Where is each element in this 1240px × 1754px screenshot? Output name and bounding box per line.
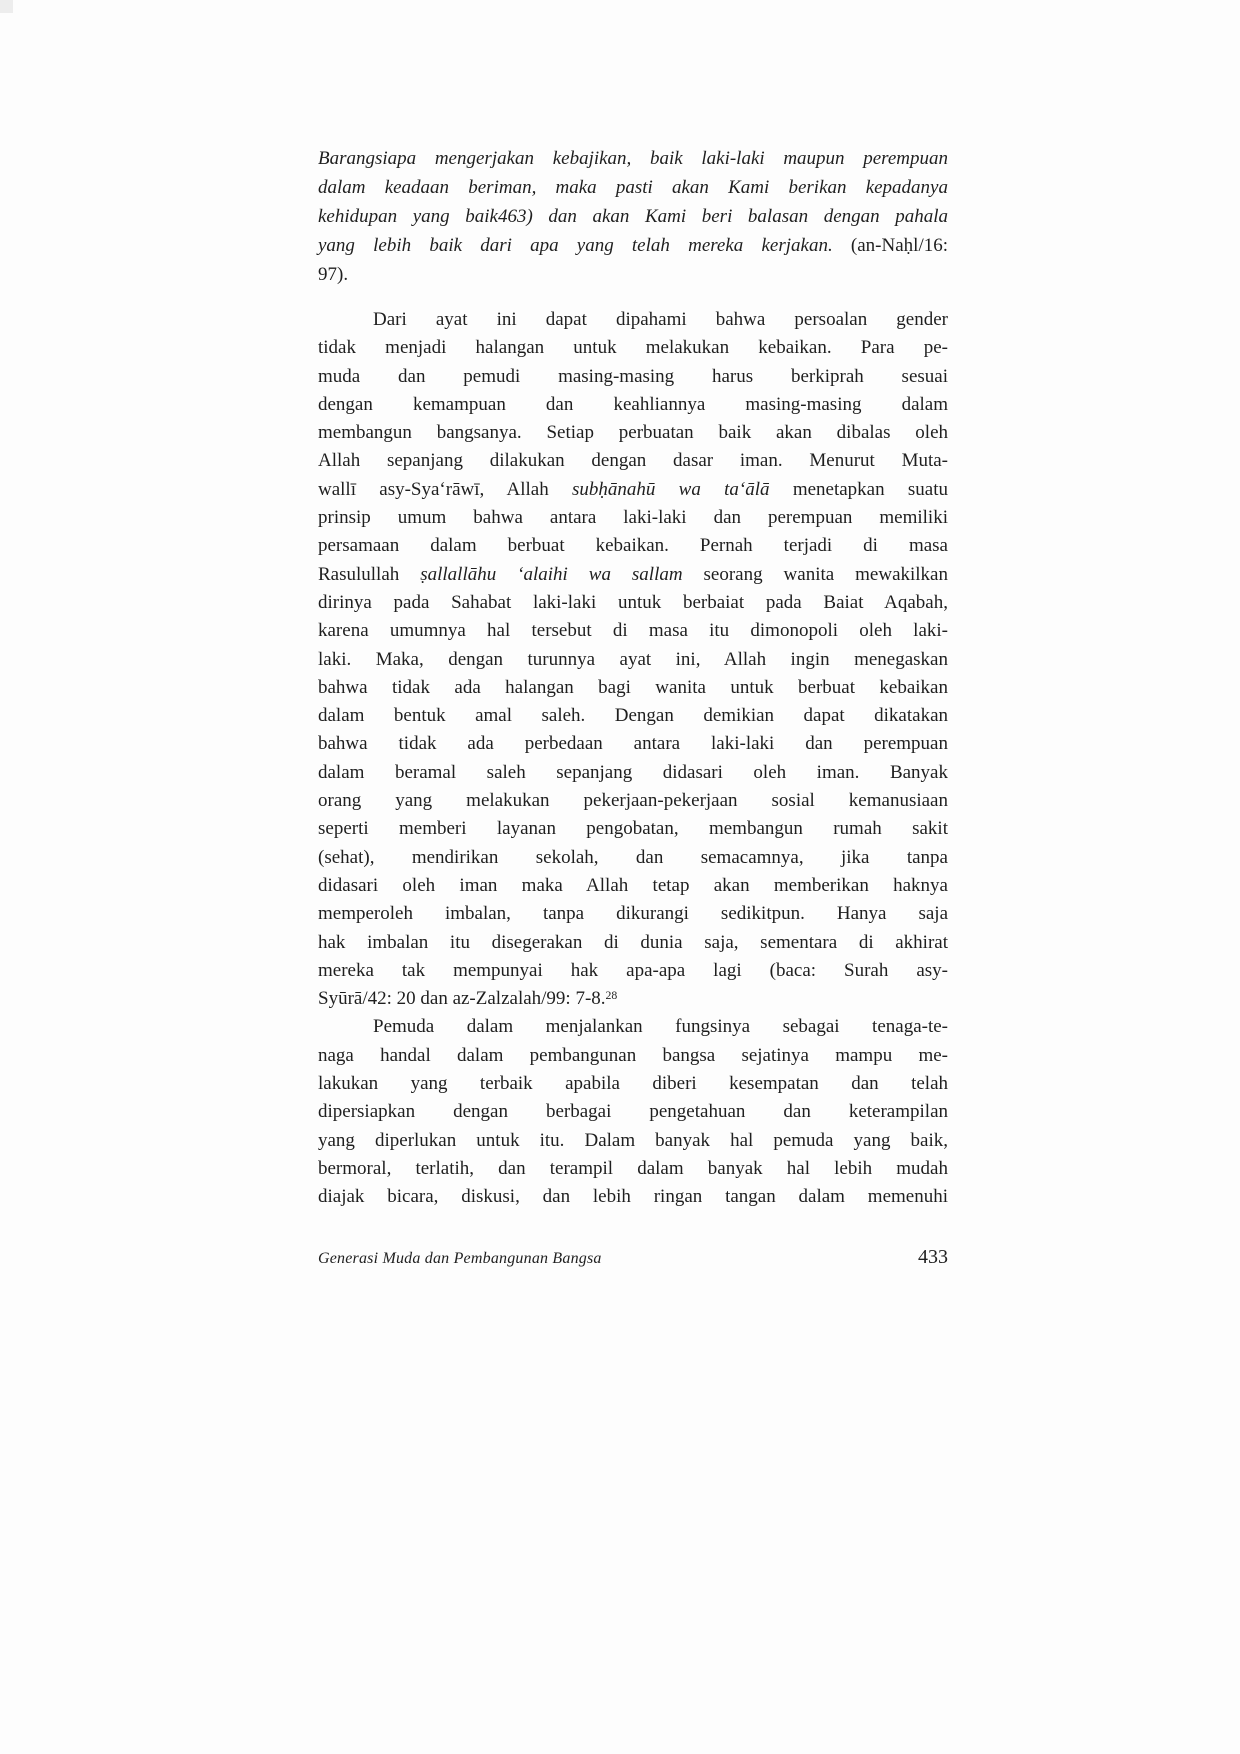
page-footer [318, 1246, 948, 1269]
text-line: yang lebih baik dari apa yang telah mereka kerjakan. (an-Naḥl/16: [318, 235, 948, 256]
text-line: Barangsiapa mengerjakan kebajikan, baik laki-laki maupun perempuan [318, 148, 948, 169]
text-line: dipersiapkan dengan berbagai pengetahuan dan keterampilan [318, 1101, 948, 1123]
paragraph-pemuda-pembangunan [318, 1013, 948, 1211]
text-line: didasari oleh iman maka Allah tetap akan memberikan haknya [318, 874, 948, 896]
text-line: dirinya pada Sahabat laki-laki untuk berbaiat pada Baiat Aqabah, [318, 591, 948, 613]
text-line: mereka tak mempunyai hak apa-apa lagi (baca: Surah asy- [318, 959, 948, 981]
text-line: Dari ayat ini dapat dipahami bahwa persoalan gender [373, 309, 948, 330]
text-line: orang yang melakukan pekerjaan-pekerjaan sosial kemanusiaan [318, 790, 948, 812]
text-line: dengan kemampuan dan keahliannya masing-masing dalam [318, 393, 948, 415]
running-title: Generasi Muda dan Pembangunan Bangsa [318, 1250, 602, 1267]
text-line: laki. Maka, dengan turunnya ayat ini, Allah ingin menegaskan [318, 648, 948, 670]
text-line: karena umumnya hal tersebut di masa itu dimonopoli oleh laki- [318, 620, 948, 642]
text-line: Pemuda dalam menjalankan fungsinya sebagai tenaga-te- [373, 1016, 948, 1038]
text-line: hak imbalan itu disegerakan di dunia saja, sementara di akhirat [318, 931, 948, 953]
scan-artifact [0, 0, 13, 13]
text-line: membangun bangsanya. Setiap perbuatan baik akan dibalas oleh [318, 422, 948, 444]
text-line: wallī asy-Sya‘rāwī, Allah subḥānahū wa ta‘ālā menetapkan suatu [318, 478, 948, 500]
page-number: 433 [918, 1246, 948, 1268]
text-line: yang diperlukan untuk itu. Dalam banyak hal pemuda yang baik, [318, 1129, 948, 1151]
text-line: bahwa tidak ada perbedaan antara laki-laki dan perempuan [318, 733, 948, 755]
text-line: bermoral, terlatih, dan terampil dalam banyak hal lebih mudah [318, 1157, 948, 1179]
text-line: dalam keadaan beriman, maka pasti akan Kami berikan kepadanya [318, 177, 948, 198]
page-text-column [318, 144, 948, 1212]
text-line: Syūrā/42: 20 dan az-Zalzalah/99: 7-8.28 [318, 988, 618, 1010]
text-line: dalam beramal saleh sepanjang didasari oleh iman. Banyak [318, 761, 948, 783]
text-line: muda dan pemudi masing-masing harus berkiprah sesuai [318, 365, 948, 387]
body-text [318, 306, 948, 1212]
text-line: seperti memberi layanan pengobatan, membangun rumah sakit [318, 818, 948, 840]
text-line: naga handal dalam pembangunan bangsa sejatinya mampu me- [318, 1044, 948, 1066]
text-line: (sehat), mendirikan sekolah, dan semacamnya, jika tanpa [318, 846, 948, 868]
text-line: persamaan dalam berbuat kebaikan. Pernah terjadi di masa [318, 535, 948, 557]
text-line: memperoleh imbalan, tanpa dikurangi sedikitpun. Hanya saja [318, 903, 948, 925]
text-line: diajak bicara, diskusi, dan lebih ringan tangan dalam memenuhi [318, 1186, 948, 1208]
text-line: 97). [318, 264, 349, 285]
quran-translation-quote [318, 144, 948, 289]
text-line: Rasulullah ṣallallāhu ‘alaihi wa sallam seorang wanita mewakilkan [318, 563, 948, 585]
text-line: kehidupan yang baik463) dan akan Kami beri balasan dengan pahala [318, 206, 948, 227]
text-line: dalam bentuk amal saleh. Dengan demikian dapat dikatakan [318, 705, 948, 727]
paragraph-gender-kebaikan [318, 306, 948, 1013]
text-line: prinsip umum bahwa antara laki-laki dan perempuan memiliki [318, 507, 948, 529]
text-line: Allah sepanjang dilakukan dengan dasar iman. Menurut Muta- [318, 450, 948, 472]
text-line: bahwa tidak ada halangan bagi wanita untuk berbuat kebaikan [318, 676, 948, 698]
text-line: tidak menjadi halangan untuk melakukan kebaikan. Para pe- [318, 337, 948, 359]
text-line: lakukan yang terbaik apabila diberi kesempatan dan telah [318, 1073, 948, 1095]
